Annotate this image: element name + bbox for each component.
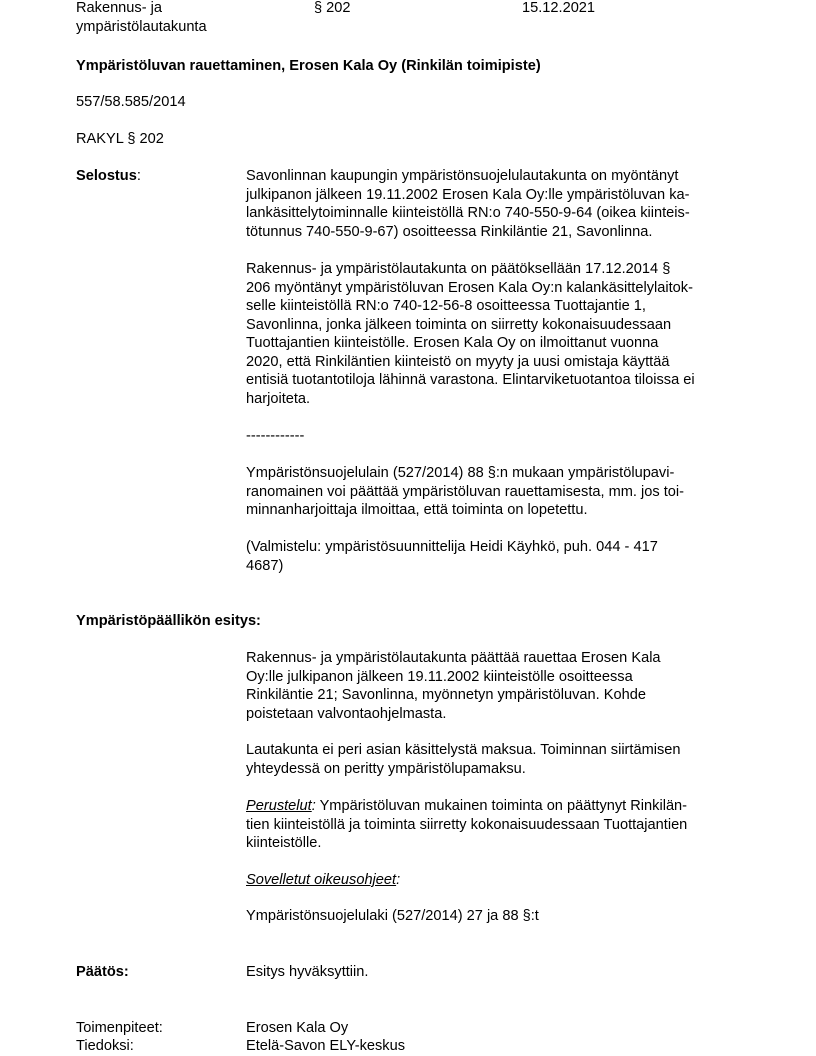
meeting-date: 15.12.2021 — [522, 0, 596, 16]
esitys-paragraph-1: Rakennus- ja ympäristölautakunta päättää rauettaa Erosen Kala Oy:lle julkipanon jälkeen 19.11.2002 kiinteistölle osoitteessa Rinkiläntie 21; Savonlinna, myönnetyn ympäristöluvan. Kohde poistetaan valvontaohjelmasta. — [246, 650, 661, 722]
tiedoksi-label: Tiedoksi: — [76, 1038, 134, 1054]
sovelletut-label: Sovelletut oikeusohjeet — [246, 872, 397, 888]
sovelletut-text: Ympäristönsuojelulaki (527/2014) 27 ja 88 §:t — [246, 908, 539, 924]
paatos-label: Päätös: — [76, 964, 129, 980]
rakyl-section: RAKYL § 202 — [76, 131, 164, 147]
paatos-text: Esitys hyväksyttiin. — [246, 964, 369, 980]
toimenpiteet-value: Erosen Kala Oy — [246, 1020, 349, 1036]
document-title: Ympäristöluvan rauettaminen, Erosen Kala Oy (Rinkilän toimipiste) — [76, 58, 541, 74]
selostus-label: Selostus: — [76, 168, 141, 184]
esitys-label: Ympäristöpäällikön esitys: — [76, 613, 261, 629]
section-number: § 202 — [314, 0, 351, 16]
sovelletut-label-line: Sovelletut oikeusohjeet: — [246, 872, 401, 888]
reference-number: 557/58.585/2014 — [76, 94, 186, 110]
selostus-paragraph-1: Savonlinnan kaupungin ympäristönsuojelulautakunta on myöntänyt julkipanon jälkeen 19.11.2002 Erosen Kala Oy:lle ympäristöluvan ka- lankäsittelytoiminnalle kiinteistöllä RN:o 740-550-9-64 (oikea kiinteis- tötunnus 740-550-9-67) osoitteessa Rinkiläntie 21, Savonlinna. — [246, 168, 690, 240]
esitys-paragraph-2: Lautakunta ei peri asian käsittelystä maksua. Toiminnan siirtämisen yhteydessä on peritty ympäristölupamaksu. — [246, 742, 681, 777]
selostus-paragraph-2: Rakennus- ja ympäristölautakunta on päätöksellään 17.12.2014 § 206 myöntänyt ympäristöluvan Erosen Kala Oy:n kalankäsittelylaitok- selle kiinteistöllä RN:o 740-12-56-8 osoitteessa Tuottajantie 1, Savonlinna, jonka jälkeen toiminta on siirretty kokonaisuudessaan Tuottajantien kiinteistölle. Erosen Kala Oy on ilmoittanut vuonna 2020, että Rinkiläntien kiinteistö on myyty ja uusi omistaja käyttää entisiä tuotantotiloja lähinnä varastona. Elintarviketuotantoa tiloissa ei harjoiteta. — [246, 261, 695, 407]
section-divider: ------------ — [246, 428, 305, 444]
toimenpiteet-label: Toimenpiteet: — [76, 1020, 163, 1036]
tiedoksi-value: Etelä-Savon ELY-keskus — [246, 1038, 405, 1054]
preparer-info: (Valmistelu: ympäristösuunnittelija Heidi Käyhkö, puh. 044 - 417 4687) — [246, 539, 658, 574]
committee-name: Rakennus- ja ympäristölautakunta — [76, 0, 207, 35]
selostus-paragraph-3: Ympäristönsuojelulain (527/2014) 88 §:n mukaan ympäristölupavi- ranomainen voi päättää ympäristöluvan rauettamisesta, mm. jos toi- minnanharjoittaja ilmoittaa, että toiminta on lopetettu. — [246, 465, 685, 518]
perustelut-label: Perustelut — [246, 798, 312, 814]
perustelut-paragraph: Perustelut: Ympäristöluvan mukainen toiminta on päättynyt Rinkilän- tien kiinteistöllä ja toiminta siirretty kokonaisuudessaan Tuottajantien kiinteistölle. — [246, 798, 688, 851]
